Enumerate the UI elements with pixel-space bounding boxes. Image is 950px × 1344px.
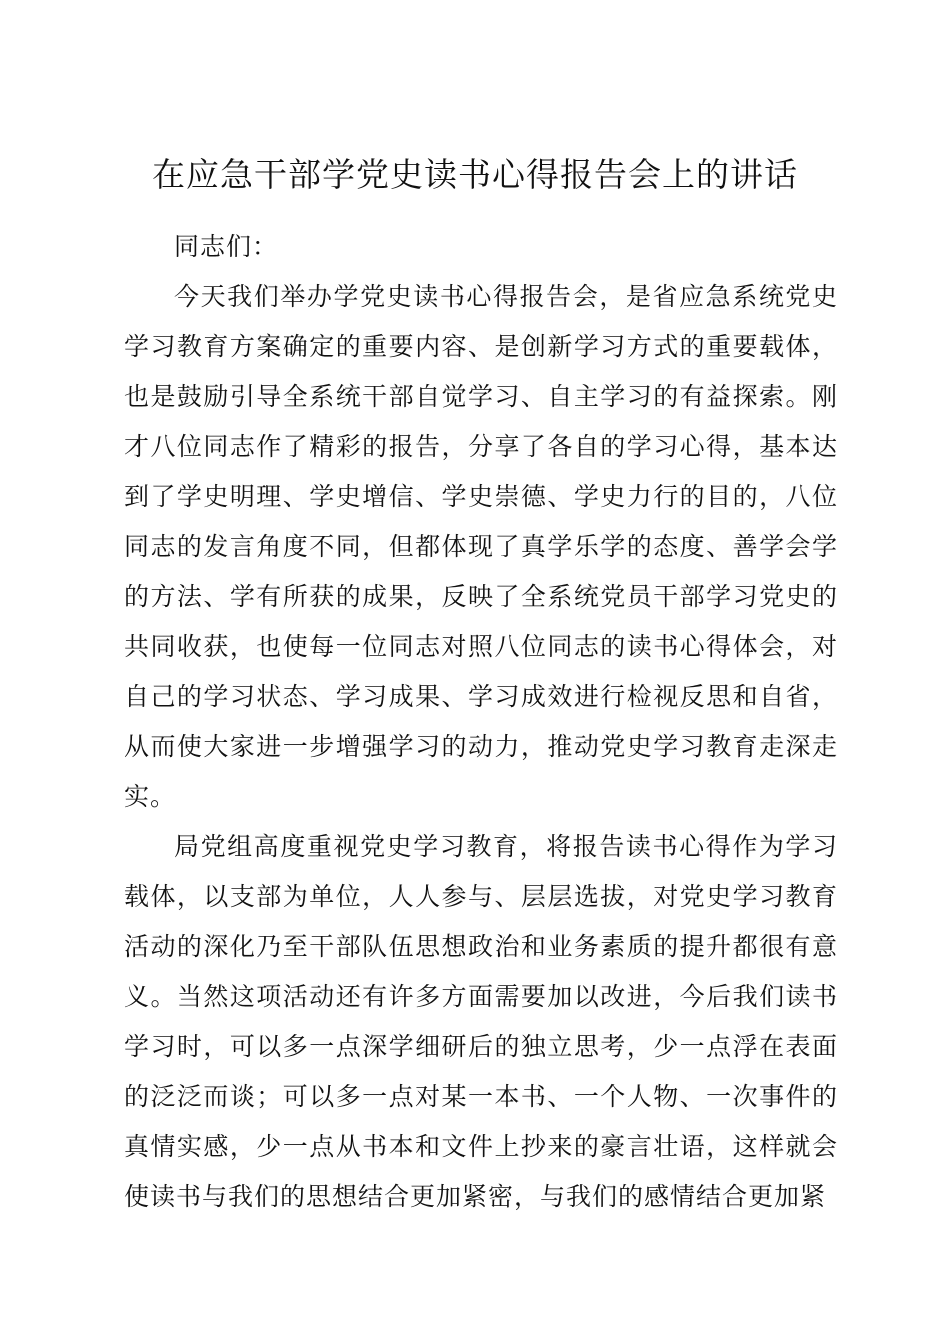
paragraph-1: 今天我们举办学党史读书心得报告会，是省应急系统党史学习教育方案确定的重要内容、是创新学习方式的重要载体，也是鼓励引导全系统干部自觉学习、自主学习的有益探索。刚才八位同志作了精彩的报告，分享了各自的学习心得，基本达到了学史明理、学史增信、学史崇德、学史力行的目的，八位同志的发言角度不同，但都体现了真学乐学的态度、善学会学的方法、学有所获的成果，反映了全系统党员干部学习党史的共同收获，也使每一位同志对照八位同志的读书心得体会，对自己的学习状态、学习成果、学习成效进行检视反思和自省，从而使大家进一步增强学习的动力，推动党史学习教育走深走实。 [124,282,838,811]
page-title: 在应急干部学党史读书心得报告会上的讲话 [152,155,798,194]
salutation: 同志们： [174,232,279,261]
paragraph-2: 局党组高度重视党史学习教育，将报告读书心得作为学习载体，以支部为单位，人人参与、层层选拔，对党史学习教育活动的深化乃至干部队伍思想政治和业务素质的提升都很有意义。当然这项活动还有许多方面需要加以改进，今后我们读书学习时，可以多一点深学细研后的独立思考，少一点浮在表面的泛泛而谈；可以多一点对某一本书、一个人物、一次事件的真情实感，少一点从书本和文件上抄来的豪言壮语，这样就会使读书与我们的思想结合更加紧密，与我们的感情结合更加紧 [124,832,838,1211]
document-body [124,222,838,1222]
